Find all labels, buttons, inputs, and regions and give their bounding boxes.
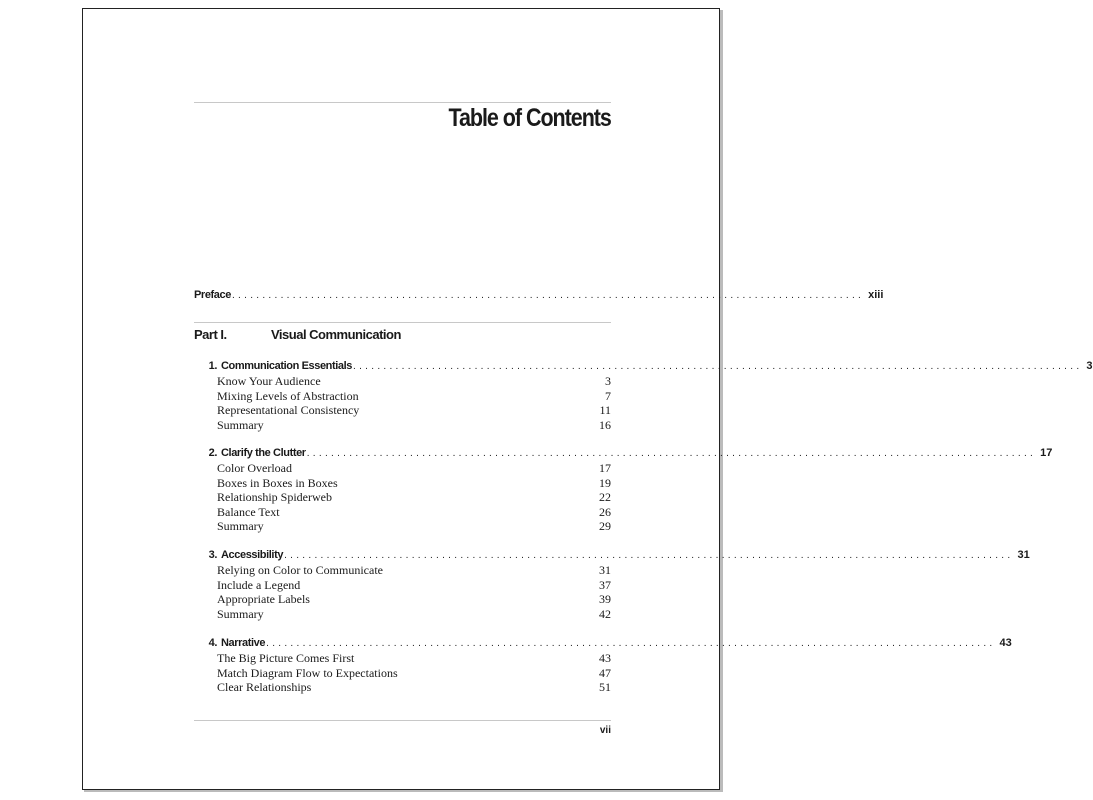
- toc-section[interactable]: [194, 666, 611, 680]
- section-page: 29: [599, 519, 611, 534]
- section-page: 37: [599, 577, 611, 592]
- section-page: 43: [599, 651, 611, 665]
- dot-leader: ........................................................................................................: [231, 290, 865, 301]
- section-page: 3: [605, 374, 611, 388]
- section-title: Summary: [217, 417, 264, 432]
- dot-leader: ........................................................................................................................: [306, 448, 1037, 459]
- toc-entry-preface[interactable]: [194, 288, 884, 303]
- section-title: Summary: [217, 606, 264, 621]
- toc-section[interactable]: [194, 592, 611, 606]
- chapter-page: 17: [1040, 447, 1053, 459]
- section-page: 42: [599, 606, 611, 621]
- page-shadow-bottom: [84, 790, 723, 792]
- part-heading[interactable]: [194, 327, 401, 342]
- preface-label: Preface: [194, 289, 231, 301]
- section-title: Include a Legend: [217, 577, 301, 592]
- toc-section[interactable]: [194, 490, 611, 504]
- toc-section[interactable]: [194, 578, 611, 592]
- part-label: Part I.: [194, 327, 227, 342]
- chapter-number: 3.: [208, 549, 217, 561]
- toc-section[interactable]: [194, 680, 611, 694]
- section-page: 22: [599, 490, 611, 505]
- toc-section[interactable]: [194, 505, 611, 519]
- section-page: 47: [599, 665, 611, 680]
- chapter-number: 2.: [208, 447, 217, 459]
- section-page: 26: [599, 504, 611, 519]
- section-page: 39: [599, 592, 611, 607]
- chapter-number: 1.: [208, 360, 217, 372]
- toc-section[interactable]: [194, 403, 611, 417]
- toc-section[interactable]: [194, 418, 611, 432]
- chapter-number: 4.: [208, 637, 217, 649]
- toc-section[interactable]: [194, 461, 611, 475]
- chapter-title: Narrative: [221, 637, 266, 649]
- page-title: Table of Contents: [448, 104, 611, 132]
- section-page: 31: [599, 563, 611, 577]
- section-page: 16: [599, 417, 611, 432]
- section-title: Relationship Spiderweb: [217, 490, 332, 505]
- section-title: Boxes in Boxes in Boxes: [217, 475, 338, 490]
- toc-section[interactable]: [194, 389, 611, 403]
- toc-chapter-1[interactable]: [194, 359, 1093, 374]
- toc-chapter-3[interactable]: [194, 548, 1030, 563]
- section-page: 19: [599, 475, 611, 490]
- section-title: Representational Consistency: [217, 403, 360, 418]
- toc-section[interactable]: [194, 607, 611, 621]
- dot-leader: ........................................................................................................................: [266, 638, 996, 649]
- toc-section[interactable]: [194, 651, 611, 665]
- dot-leader: ........................................................................................................................: [284, 550, 1014, 561]
- toc-section[interactable]: [194, 374, 611, 388]
- part-title: Visual Communication: [271, 327, 401, 342]
- toc-section[interactable]: [194, 476, 611, 490]
- chapter-title: Accessibility: [221, 549, 284, 561]
- section-title: Mixing Levels of Abstraction: [217, 388, 359, 403]
- section-page: 7: [605, 388, 611, 403]
- section-page: 11: [599, 403, 611, 418]
- section-title: Appropriate Labels: [217, 592, 310, 607]
- section-title: Know Your Audience: [217, 374, 321, 388]
- chapter-page: 31: [1017, 549, 1030, 561]
- chapter-title: Clarify the Clutter: [221, 447, 306, 459]
- chapter-page: 43: [999, 637, 1012, 649]
- section-title: Color Overload: [217, 461, 292, 475]
- chapter-page: 3: [1086, 360, 1093, 372]
- dot-leader: ........................................................................................................................: [353, 361, 1083, 372]
- chapter-title: Communication Essentials: [221, 360, 352, 372]
- toc-chapter-4[interactable]: [194, 636, 1012, 651]
- section-page: 17: [599, 461, 611, 475]
- page-number: vii: [599, 725, 611, 736]
- section-title: The Big Picture Comes First: [217, 651, 355, 665]
- page-shadow-right: [720, 10, 723, 791]
- part-rule: [194, 322, 611, 323]
- toc-section[interactable]: [194, 563, 611, 577]
- section-title: Summary: [217, 519, 264, 534]
- section-title: Clear Relationships: [217, 680, 312, 695]
- section-page: 51: [599, 680, 611, 695]
- bottom-rule: [194, 720, 611, 721]
- toc-section[interactable]: [194, 519, 611, 533]
- section-title: Relying on Color to Communicate: [217, 563, 383, 577]
- section-title: Match Diagram Flow to Expectations: [217, 665, 398, 680]
- toc-chapter-2[interactable]: [194, 446, 1053, 461]
- section-title: Balance Text: [217, 504, 280, 519]
- preface-page: xiii: [868, 289, 884, 301]
